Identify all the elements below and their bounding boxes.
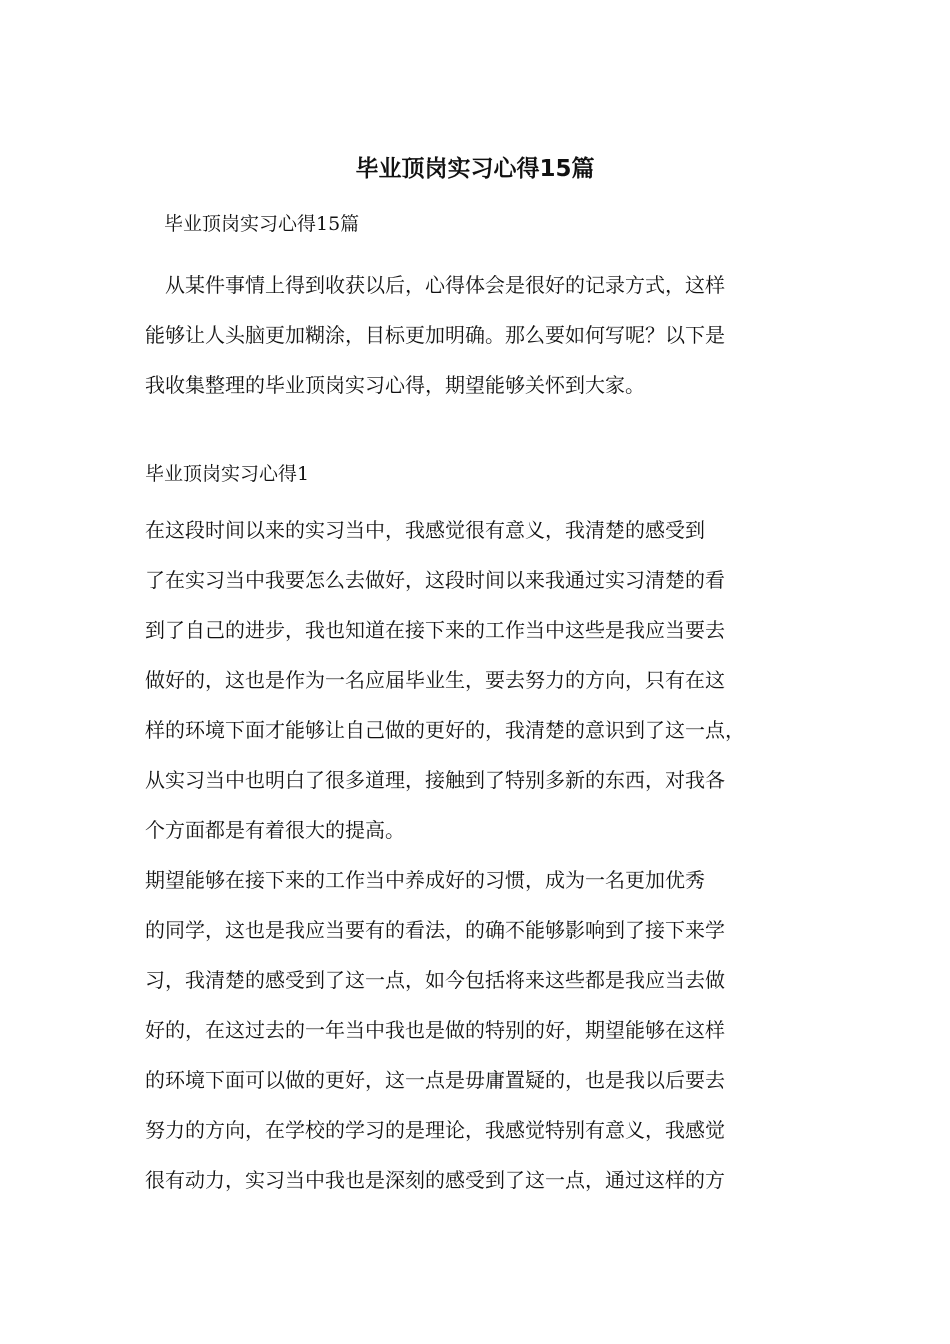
paragraph-line: 很有动力，实习当中我也是深刻的感受到了这一点，通过这样的方 [145,1168,725,1192]
document-subtitle: 毕业顶岗实习心得15篇 [164,213,360,235]
body-paragraph [145,855,813,1205]
paragraph-line: 习，我清楚的感受到了这一点，如今包括将来这些都是我应当去做 [145,968,725,992]
paragraph-line: 期望能够在接下来的工作当中养成好的习惯，成为一名更加优秀 [145,868,705,892]
paragraph-line: 个方面都是有着很大的提高。 [145,818,405,842]
intro-line: 能够让人头脑更加糊涂，目标更加明确。那么要如何写呢？以下是 [145,323,725,347]
paragraph-line: 在这段时间以来的实习当中，我感觉很有意义，我清楚的感受到 [145,518,705,542]
paragraph-line: 从实习当中也明白了很多道理，接触到了特别多新的东西，对我各 [145,768,725,792]
paragraph-line: 样的环境下面才能够让自己做的更好的，我清楚的意识到了这一点， [145,718,745,742]
paragraph-line: 的环境下面可以做的更好，这一点是毋庸置疑的，也是我以后要去 [145,1068,725,1092]
paragraph-line: 到了自己的进步，我也知道在接下来的工作当中这些是我应当要去 [145,618,725,642]
intro-line: 从某件事情上得到收获以后，心得体会是很好的记录方式，这样 [145,273,725,297]
body-paragraph [145,505,813,855]
paragraph-line: 的同学，这也是我应当要有的看法，的确不能够影响到了接下来学 [145,918,725,942]
document-title: 毕业顶岗实习心得15篇 [355,156,595,182]
section-body [145,505,813,1205]
paragraph-line: 了在实习当中我要怎么去做好，这段时间以来我通过实习清楚的看 [145,568,725,592]
intro-paragraph [145,260,807,410]
paragraph-line: 努力的方向，在学校的学习的是理论，我感觉特别有意义，我感觉 [145,1118,725,1142]
paragraph-line: 好的，在这过去的一年当中我也是做的特别的好，期望能够在这样 [145,1018,725,1042]
section-heading: 毕业顶岗实习心得1 [145,463,310,485]
intro-line: 我收集整理的毕业顶岗实习心得，期望能够关怀到大家。 [145,373,645,397]
paragraph-line: 做好的，这也是作为一名应届毕业生，要去努力的方向，只有在这 [145,668,725,692]
